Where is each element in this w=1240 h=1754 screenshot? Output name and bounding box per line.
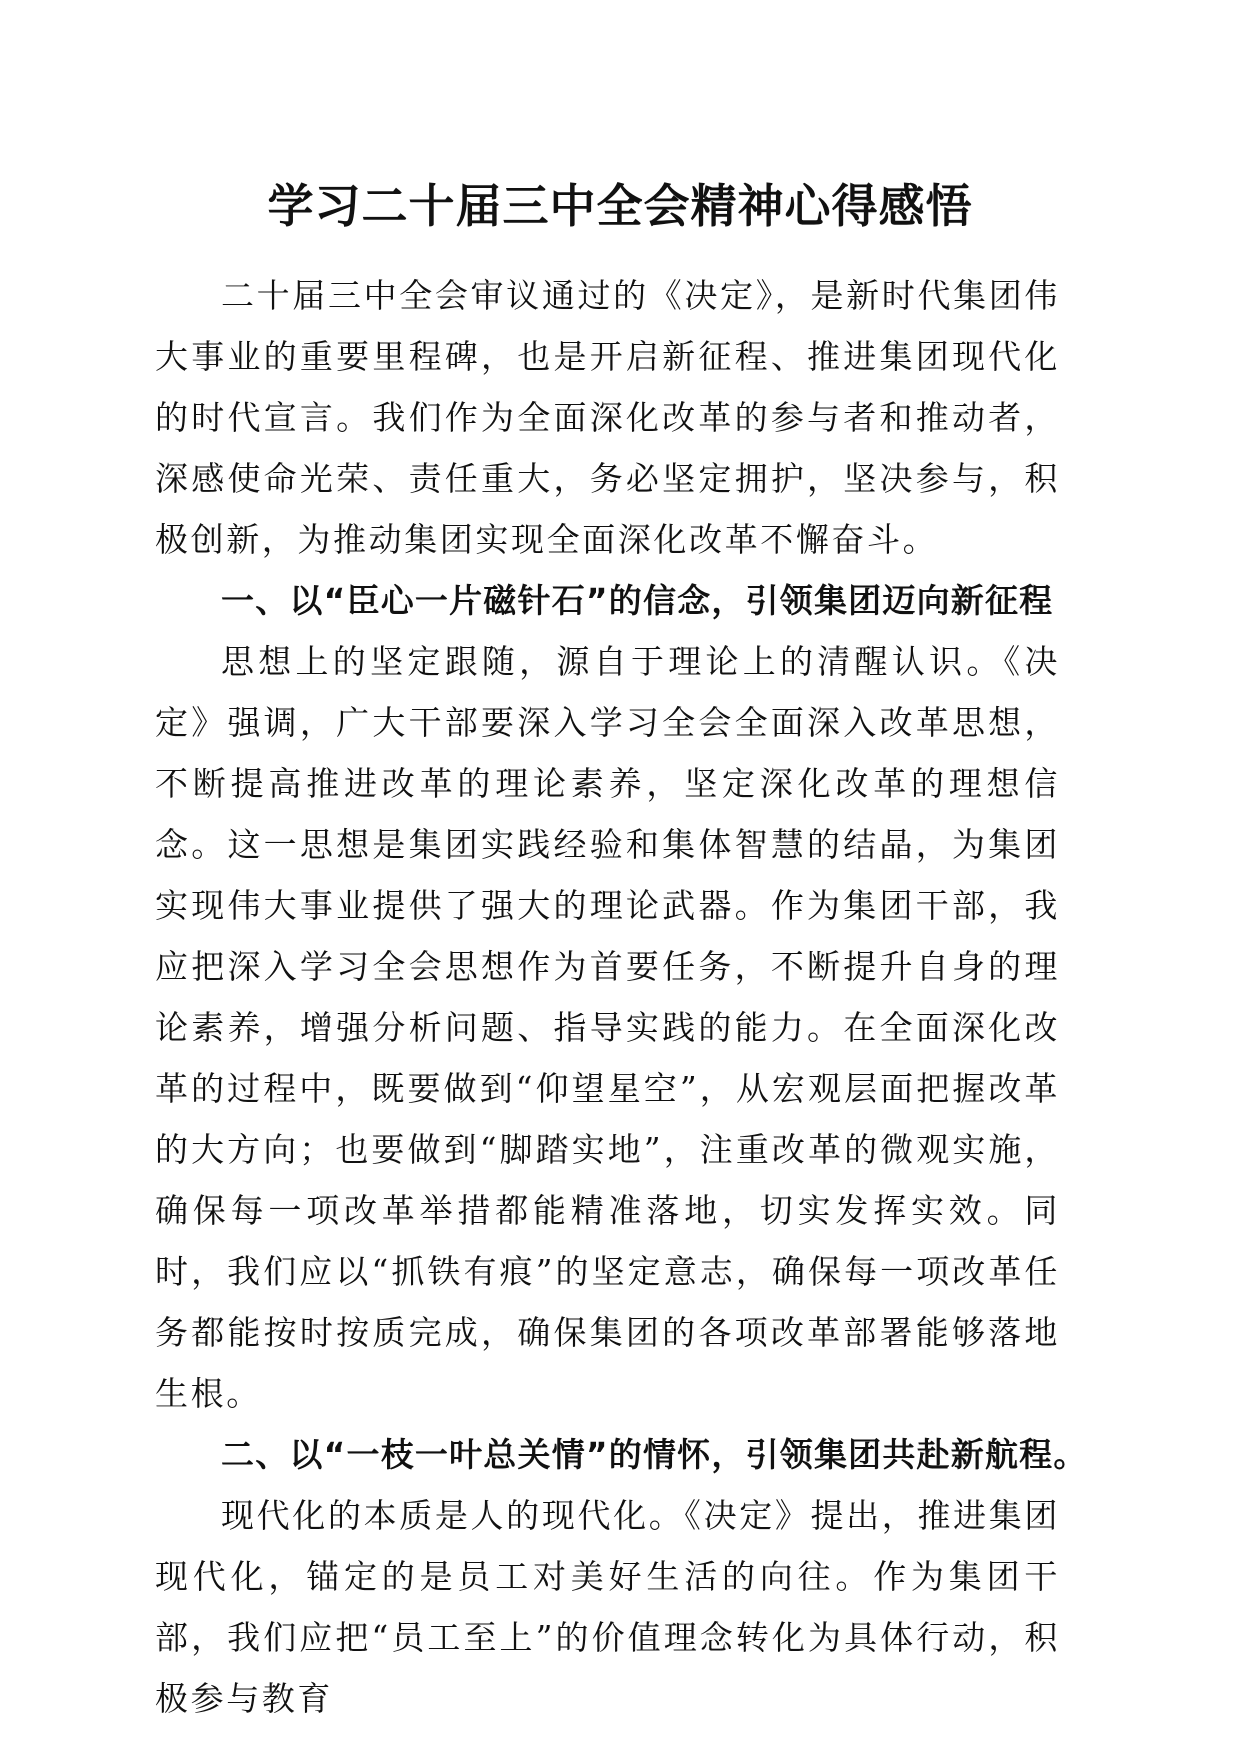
section-2-paragraph: 现代化的本质是人的现代化。《决定》提出，推进集团现代化，锚定的是员工对美好生活的向往。作为集团干部，我们应把“员工至上”的价值理念转化为具体行动，积极参与教育 [155, 1496, 1060, 1718]
section-2-heading: 二、以“一枝一叶总关情”的情怀，引领集团共赴新航程。 [221, 1435, 1088, 1474]
document-body [155, 265, 1088, 1729]
section-1-heading: 一、以“臣心一片磁针石”的信念，引领集团迈向新征程 [221, 581, 1054, 620]
document-title: 学习二十届三中全会精神心得感悟 [267, 179, 973, 233]
section-1-paragraph: 思想上的坚定跟随，源自于理论上的清醒认识。《决定》强调，广大干部要深入学习全会全面深入改革思想，不断提高推进改革的理论素养，坚定深化改革的理想信念。这一思想是集团实践经验和集体智慧的结晶，为集团实现伟大事业提供了强大的理论武器。作为集团干部，我应把深入学习全会思想作为首要任务，不断提升自身的理论素养，增强分析问题、指导实践的能力。在全面深化改革的过程中，既要做到“仰望星空”，从宏观层面把握改革的大方向；也要做到“脚踏实地”，注重改革的微观实施，确保每一项改革举措都能精准落地，切实发挥实效。同时，我们应以“抓铁有痕”的坚定意志，确保每一项改革任务都能按时按质完成，确保集团的各项改革部署能够落地生根。 [155, 642, 1060, 1413]
intro-paragraph: 二十届三中全会审议通过的《决定》，是新时代集团伟大事业的重要里程碑，也是开启新征程、推进集团现代化的时代宣言。我们作为全面深化改革的参与者和推动者，深感使命光荣、责任重大，务必坚定拥护，坚决参与，积极创新，为推动集团实现全面深化改革不懈奋斗。 [155, 276, 1060, 559]
